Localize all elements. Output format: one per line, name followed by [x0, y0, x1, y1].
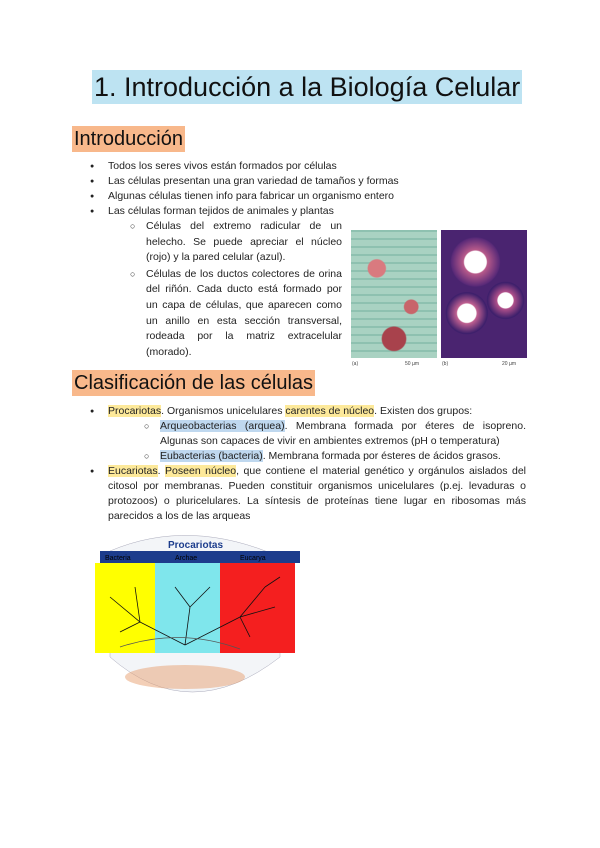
- domain-label: Bacteria: [105, 555, 131, 562]
- prokaryote-sub-list: [144, 419, 526, 464]
- list-item-procariotas: [90, 404, 526, 464]
- list-item: ○ Células del extremo radicular de un helecho. Se puede apreciar el núcleo (rojo) y la pared celular (azul).: [130, 219, 342, 266]
- classification-list: [90, 404, 526, 524]
- section-heading-clasificacion: Clasificación de las células: [74, 372, 314, 394]
- archae-region: [155, 563, 220, 653]
- caption-scale: 20 µm: [502, 361, 516, 367]
- domain-label: Eucarya: [240, 555, 266, 562]
- diagram-title: Procariotas: [168, 540, 224, 551]
- term-arqueobacterias: Arqueobacterias (arquea): [160, 420, 285, 432]
- text: . Organismos unicelulares: [161, 405, 286, 417]
- domain-label: Archae: [175, 555, 198, 562]
- page-title: 1. Introducción a la Biología Celular: [94, 72, 521, 102]
- caption-a: (a): [352, 361, 359, 367]
- term-procariotas: Procariotas: [108, 405, 162, 417]
- intro-sub-list: [130, 219, 342, 361]
- intro-bullet-list: [90, 159, 510, 219]
- caption-b: (b): [442, 361, 449, 367]
- term-eucariotas: Eucariotas: [108, 465, 158, 477]
- highlight: carentes de núcleo: [285, 405, 375, 417]
- list-item: ○ Células de los ductos colectores de orina del riñón. Cada ducto está formado por un capa de células, que aparecen como un anillo en esta sección transversal, rodeada por la matriz extracelular (morado).: [130, 267, 342, 361]
- caption-scale: 50 µm: [405, 361, 419, 367]
- list-item-eucariotas: [90, 464, 526, 524]
- text: . Membrana formada por éteres de isopreno. Algunas son capaces de vivir en ambientes extremos (pH o temperatura): [160, 420, 526, 447]
- text: . Membrana formada por ésteres de ácidos grasos.: [262, 450, 501, 462]
- phylogenetic-tree-diagram: [80, 527, 300, 697]
- text: , que contiene el material genético y orgánulos aislados del citosol por membranas. Pueden constituir organismos unicelulares (p.ej. levaduras o protozoos) o pluricelulares. La síntesis de proteínas tiene lugar en ribosomas más parecidos a los de las arqueas: [108, 465, 526, 522]
- highlight: Poseen núcleo: [165, 465, 237, 477]
- list-item-arqueobacterias: [144, 419, 526, 449]
- text: .: [157, 465, 166, 477]
- text: . Existen dos grupos:: [374, 405, 473, 417]
- kidney-duct-cells-image: [441, 230, 527, 358]
- list-item: ● Algunas células tienen info para fabricar un organismo entero: [90, 189, 510, 204]
- list-item: ● Las células forman tejidos de animales y plantas: [90, 204, 510, 219]
- fern-root-cells-image: [351, 230, 437, 358]
- list-item: ● Las células presentan una gran variedad de tamaños y formas: [90, 174, 510, 189]
- background-blob: [125, 665, 245, 689]
- section-heading-introduccion: Introducción: [74, 128, 183, 150]
- bacteria-region: [95, 563, 155, 653]
- list-item-eubacterias: [144, 449, 526, 464]
- list-item: ● Todos los seres vivos están formados por células: [90, 159, 510, 174]
- term-eubacterias: Eubacterias (bacteria): [160, 450, 263, 462]
- eucarya-region: [220, 563, 295, 653]
